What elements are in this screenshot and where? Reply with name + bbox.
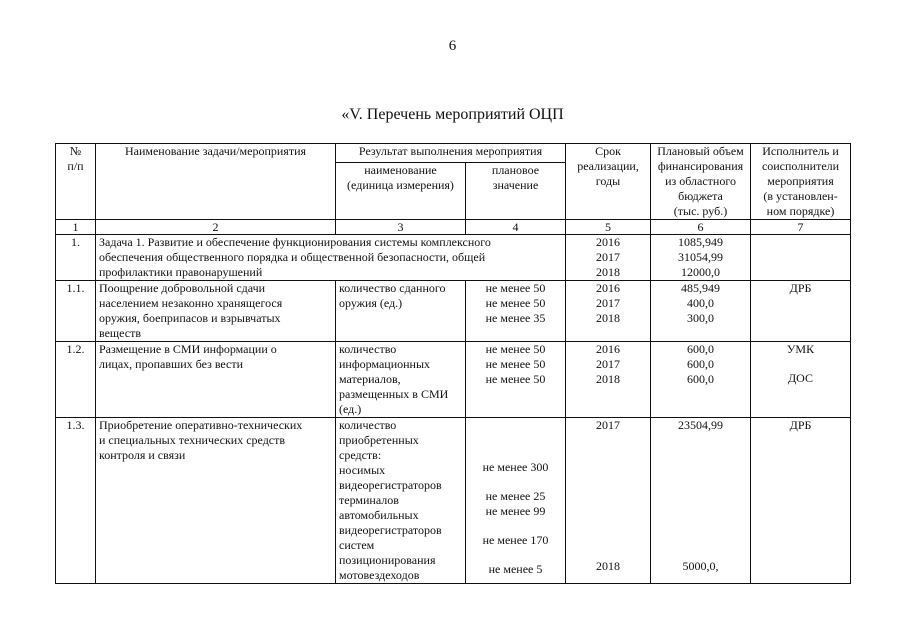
column-number: 1 (56, 220, 96, 235)
page-number: 6 (448, 38, 457, 54)
task-name: Задача 1. Развитие и обеспечение функционирования системы комплексного обеспечения общественного порядка и общественной безопасности, общей профилактики правонарушений (96, 235, 566, 281)
table-row (56, 342, 851, 418)
header-row (56, 144, 851, 163)
header-executor: Исполнитель и соисполнители мероприятия (в установлен- ном порядке) (751, 144, 851, 220)
header-term: Срок реализации, годы (566, 144, 651, 220)
table-row (56, 418, 851, 584)
funding-cell: 1085,949 31054,99 12000,0 (651, 235, 751, 281)
years-cell: 2016 2017 2018 (566, 342, 651, 418)
result-name-cell: количество приобретенных средств: носимых видеорегистраторов терминалов автомобильных видеорегистраторов систем позиционирования мотовездеходов (336, 418, 466, 584)
result-name-cell: количество сданного оружия (ед.) (336, 281, 466, 342)
years-cell: 2016 2017 2018 (566, 235, 651, 281)
header-name: Наименование задачи/мероприятия (96, 144, 336, 220)
table-row (56, 235, 851, 281)
column-number: 3 (336, 220, 466, 235)
row-number: 1.2. (56, 342, 96, 418)
funding-cell: 600,0 600,0 600,0 (651, 342, 751, 418)
years-cell: 2016 2017 2018 (566, 281, 651, 342)
executor-cell: ДРБ (751, 281, 851, 342)
column-number: 5 (566, 220, 651, 235)
header-result-value: плановое значение (466, 163, 566, 220)
header-num: № п/п (56, 144, 96, 220)
table-row (56, 281, 851, 342)
measure-name: Поощрение добровольной сдачи населением незаконно хранящегося оружия, боеприпасов и взрывчатых веществ (96, 281, 336, 342)
column-numbers-row (56, 220, 851, 235)
header-funding: Плановый объем финансирования из областного бюджета (тыс. руб.) (651, 144, 751, 220)
row-number: 1.1. (56, 281, 96, 342)
header-result: Результат выполнения мероприятия (336, 144, 566, 163)
row-number: 1. (56, 235, 96, 281)
measure-name: Приобретение оперативно-технических и специальных технических средств контроля и связи (96, 418, 336, 584)
column-number: 2 (96, 220, 336, 235)
executor-cell: ДРБ (751, 418, 851, 584)
row-number: 1.3. (56, 418, 96, 584)
column-number: 6 (651, 220, 751, 235)
header-result-name: наименование (единица измерения) (336, 163, 466, 220)
measure-name: Размещение в СМИ информации о лицах, пропавших без вести (96, 342, 336, 418)
years-cell: 2017 2018 (566, 418, 651, 584)
result-value-cell: не менее 50 не менее 50 не менее 50 (466, 342, 566, 418)
executor-cell (751, 235, 851, 281)
funding-cell: 23504,99 5000,0, (651, 418, 751, 584)
result-value-cell: не менее 50 не менее 50 не менее 35 (466, 281, 566, 342)
funding-cell: 485,949 400,0 300,0 (651, 281, 751, 342)
result-name-cell: количество информационных материалов, размещенных в СМИ (ед.) (336, 342, 466, 418)
measures-table (55, 143, 851, 584)
column-number: 7 (751, 220, 851, 235)
executor-cell: УМК ДОС (751, 342, 851, 418)
column-number: 4 (466, 220, 566, 235)
result-value-cell: не менее 300 не менее 25 не менее 99 не менее 170 не менее 5 (466, 418, 566, 584)
section-title: «V. Перечень мероприятий ОЦП (341, 106, 564, 123)
